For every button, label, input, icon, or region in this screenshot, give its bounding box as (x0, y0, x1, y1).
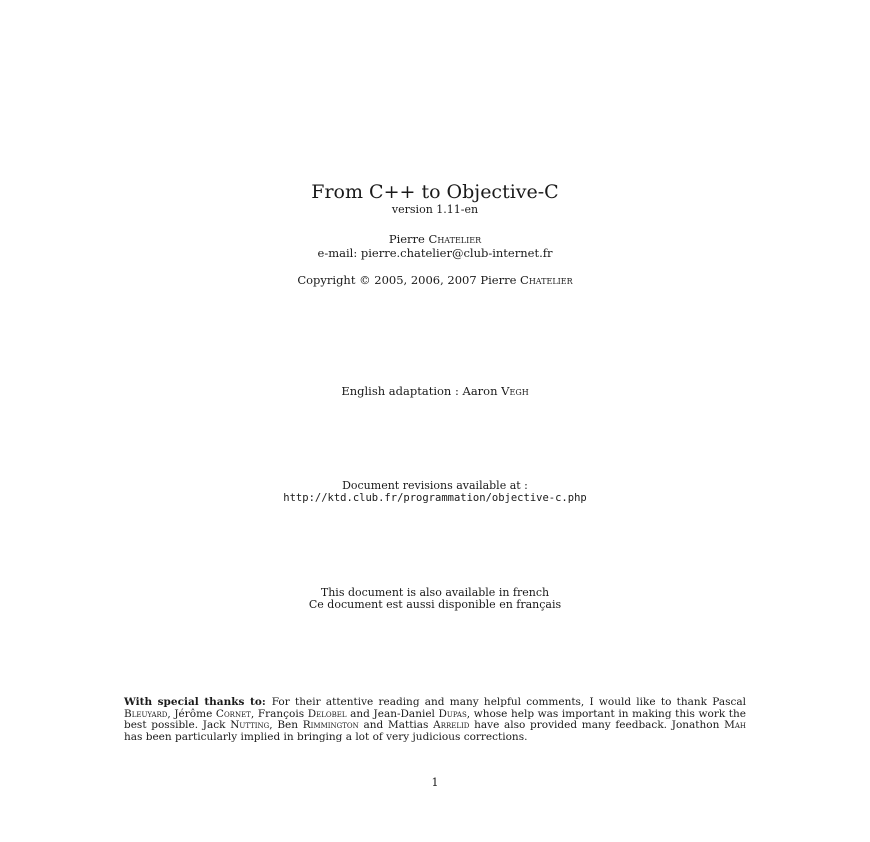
author-name (0, 232, 870, 246)
acknowledgements-text: , Jérôme (167, 707, 216, 720)
acknowledgements-text: , Ben (269, 719, 303, 731)
acknowledgements-name: Bleuyard (124, 707, 168, 720)
french-note-french: Ce document est aussi disponible en français (308, 598, 562, 611)
acknowledgements-text: For their attentive reading and many helpful comments, I would like to thank Pascal (271, 696, 746, 708)
english-adaptation (0, 384, 870, 398)
document-title: From C++ to Objective-C (311, 181, 559, 203)
acknowledgements (124, 697, 746, 743)
acknowledgements-text: and Mattias (358, 719, 434, 731)
acknowledgements-name: Nutting (230, 719, 270, 731)
acknowledgements-name: Mah (724, 719, 746, 731)
acknowledgements-name: Cornet (215, 707, 251, 720)
acknowledgements-text: , François (250, 707, 308, 720)
copyright-name: Chatelier (520, 273, 573, 287)
acknowledgements-name: Dupas (438, 707, 467, 720)
author-first-name: Pierre (388, 232, 425, 246)
acknowledgements-name: Arrelid (433, 719, 470, 731)
copyright-text: Copyright © 2005, 2006, 2007 Pierre (297, 273, 517, 287)
french-note-english: This document is also available in french (320, 586, 550, 599)
author-last-name: Chatelier (428, 232, 482, 246)
acknowledgements-text: and Jean-Daniel (346, 707, 439, 720)
adaptation-label: English adaptation : Aaron (341, 384, 498, 398)
acknowledgements-name: Rimmington (302, 719, 359, 731)
email-label: e-mail: (317, 246, 358, 260)
adaptation-name: Vegh (501, 384, 529, 398)
revisions-url: http://ktd.club.fr/programmation/objective-c.php (283, 492, 587, 504)
copyright-notice (0, 273, 870, 287)
acknowledgements-text: have also provided many feedback. Jonathon (469, 719, 725, 731)
acknowledgements-text: has been particularly implied in bringing a lot of very judicious corrections. (124, 730, 528, 743)
author-email (0, 246, 870, 260)
page-number: 1 (431, 776, 439, 789)
acknowledgements-name: Delobel (307, 707, 347, 720)
acknowledgements-heading: With special thanks to: (124, 696, 266, 708)
revisions-label: Document revisions available at : (342, 479, 528, 492)
acknowledgements-text: , whose help was important in making this work the best possible. Jack (124, 707, 747, 731)
email-address: pierre.chatelier@club-internet.fr (360, 246, 553, 260)
document-version: version 1.11-en (391, 203, 479, 216)
